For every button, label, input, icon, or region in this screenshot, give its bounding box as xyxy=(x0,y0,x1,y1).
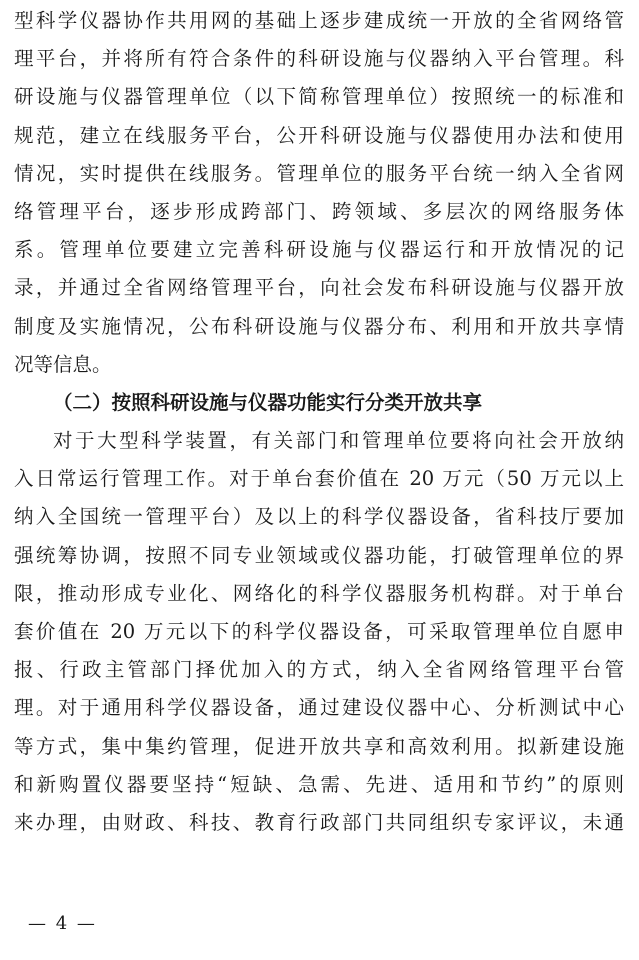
section-heading: （二）按照科研设施与仪器功能实行分类开放共享 xyxy=(53,390,483,414)
text-line: 入日常运行管理工作。对于单台套价值在 20 万元（50 万元以上 xyxy=(14,467,624,491)
text-line: 纳入全国统一管理平台）及以上的科学仪器设备，省科技厅要加 xyxy=(14,505,624,529)
text-line: 套价值在 20 万元以下的科学仪器设备，可采取管理单位自愿申 xyxy=(14,620,624,643)
text-line: 理。对于通用科学仪器设备，通过建设仪器中心、分析测试中心 xyxy=(14,696,624,720)
body-text xyxy=(14,2,624,842)
text-line: 等方式，集中集约管理，促进开放共享和高效利用。拟新建设施 xyxy=(14,734,624,758)
text-line: 来办理，由财政、科技、教育行政部门共同组织专家评议，未通 xyxy=(14,810,624,834)
text-line: 情况，实时提供在线服务。管理单位的服务平台统一纳入全省网 xyxy=(14,161,624,185)
page-number: — 4 — xyxy=(28,913,97,934)
text-line: 报、行政主管部门择优加入的方式，纳入全省网络管理平台管 xyxy=(14,658,624,682)
text-line: 型科学仪器协作共用网的基础上逐步建成统一开放的全省网络管 xyxy=(14,9,624,32)
text-line: 制度及实施情况，公布科研设施与仪器分布、利用和开放共享情 xyxy=(14,314,624,338)
text-line: 系。管理单位要建立完善科研设施与仪器运行和开放情况的记 xyxy=(14,238,624,262)
text-line: 限，推动形成专业化、网络化的科学仪器服务机构群。对于单台 xyxy=(14,581,624,605)
text-line: 录，并通过全省网络管理平台，向社会发布科研设施与仪器开放 xyxy=(14,276,624,300)
text-line: 规范，建立在线服务平台，公开科研设施与仪器使用办法和使用 xyxy=(14,123,624,147)
text-line: 研设施与仪器管理单位（以下简称管理单位）按照统一的标准和 xyxy=(14,85,624,109)
text-line: 对于大型科学装置，有关部门和管理单位要将向社会开放纳 xyxy=(53,429,624,453)
text-line: 络管理平台，逐步形成跨部门、跨领域、多层次的网络服务体 xyxy=(14,199,624,223)
text-line: 理平台，并将所有符合条件的科研设施与仪器纳入平台管理。科 xyxy=(14,47,624,71)
text-line: 强统筹协调，按照不同专业领域或仪器功能，打破管理单位的界 xyxy=(14,543,624,567)
text-line: 和新购置仪器要坚持“短缺、急需、先进、适用和节约”的原则 xyxy=(14,772,624,796)
text-line: 况等信息。 xyxy=(14,352,112,376)
